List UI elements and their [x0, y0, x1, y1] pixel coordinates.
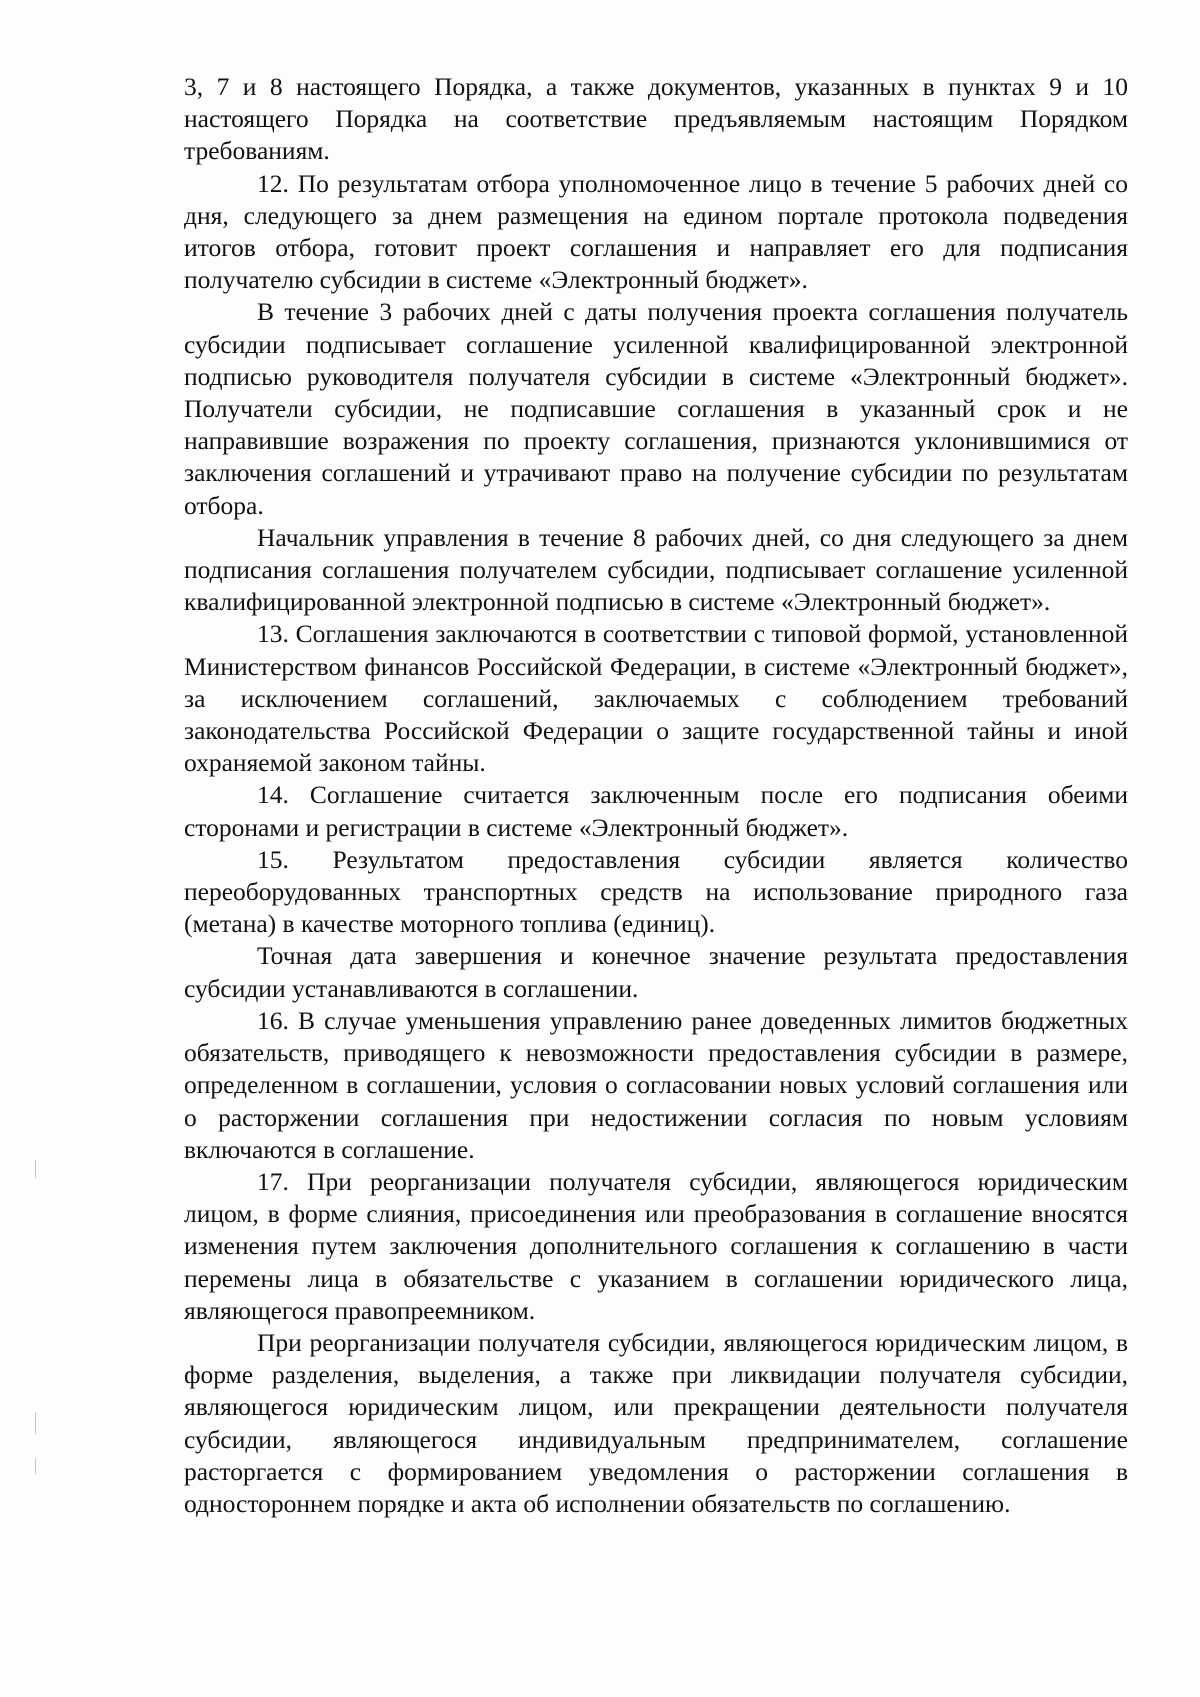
- document-body: [184, 71, 1128, 1520]
- paragraph-item-15: 15. Результатом предоставления субсидии является количество переоборудованных транспортных средств на использование природного газа (метана) в качестве моторного топлива (единиц).: [184, 844, 1128, 939]
- paragraph-result-date: Точная дата завершения и конечное значение результата предоставления субсидии устанавливаются в соглашении.: [184, 941, 1128, 1003]
- paragraph-item-16: 16. В случае уменьшения управлению ранее доведенных лимитов бюджетных обязательств, приводящего к невозможности предоставления субсидии в размере, определенном в соглашении, условия о согласовании новых условий соглашения или о расторжении соглашения при недостижении согласия по новым условиям включаются в соглашение.: [184, 1005, 1128, 1164]
- paragraph-head-signing: Начальник управления в течение 8 рабочих дней, со дня следующего за днем подписания соглашения получателем субсидии, подписывает соглашение усиленной квалифицированной электронной подписью в системе «Электронный бюджет».: [184, 522, 1128, 617]
- paragraph-reorganization: При реорганизации получателя субсидии, являющегося юридическим лицом, в форме разделения, выделения, а также при ликвидации получателя субсидии, являющегося юридическим лицом, или прекращении деятельности получателя субсидии, являющегося индивидуальным предпринимателем, соглашение расторгается с формированием уведомления о расторжении соглашения в одностороннем порядке и акта об исполнении обязательств по соглашению.: [184, 1327, 1128, 1518]
- paragraph-item-13: 13. Соглашения заключаются в соответствии с типовой формой, установленной Министерством финансов Российской Федерации, в системе «Электронный бюджет», за исключением соглашений, заключаемых с соблюдением требований законодательства Российской Федерации о защите государственной тайны и иной охраняемой законом тайны.: [184, 619, 1128, 778]
- paragraph-item-12: 12. По результатам отбора уполномоченное лицо в течение 5 рабочих дней со дня, следующего за днем размещения на едином портале протокола подведения итогов отбора, готовит проект соглашения и направляет его для подписания получателю субсидии в системе «Электронный бюджет».: [184, 168, 1128, 295]
- scan-margin-mark: [35, 1458, 36, 1474]
- paragraph-item-14: 14. Соглашение считается заключенным после его подписания обеими сторонами и регистрации в системе «Электронный бюджет».: [184, 780, 1128, 842]
- scan-margin-mark: [35, 1160, 36, 1178]
- paragraph-item-17: 17. При реорганизации получателя субсидии, являющегося юридическим лицом, в форме слияния, присоединения или преобразования в соглашение вносятся изменения путем заключения дополнительного соглашения к соглашению в части перемены лица в обязательстве с указанием в соглашении юридического лица, являющегося правопреемником.: [184, 1166, 1128, 1325]
- paragraph-signing-term: В течение 3 рабочих дней с даты получения проекта соглашения получатель субсидии подписывает соглашение усиленной квалифицированной электронной подписью руководителя получателя субсидии в системе «Электронный бюджет». Получатели субсидии, не подписавшие соглашения в указанный срок и не направившие возражения по проекту соглашения, признаются уклонившимися от заключения соглашений и утрачивают право на получение субсидии по результатам отбора.: [184, 297, 1128, 520]
- scan-margin-mark: [35, 1412, 36, 1434]
- paragraph-continuation: 3, 7 и 8 настоящего Порядка, а также документов, указанных в пунктах 9 и 10 настоящего Порядка на соответствие предъявляемым настоящим Порядком требованиям.: [184, 72, 1128, 166]
